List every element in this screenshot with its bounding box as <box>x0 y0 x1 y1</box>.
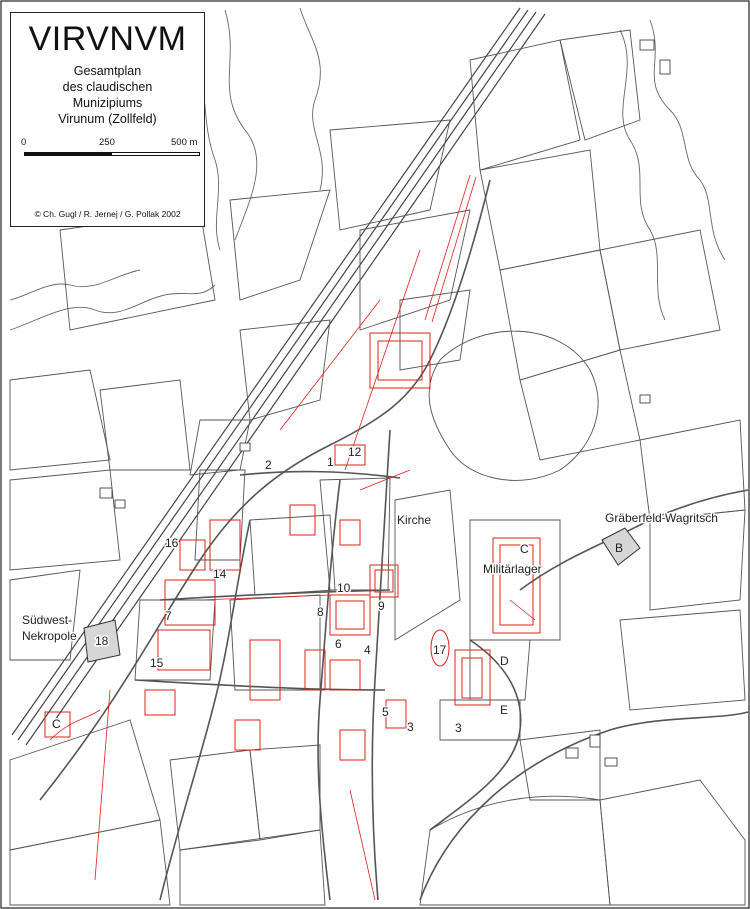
site-3-area: 3 <box>455 721 462 735</box>
scale-bar <box>11 135 204 175</box>
label-militaerlager: Militärlager <box>483 562 542 576</box>
label-suedwest-line1: Südwest- <box>22 613 73 627</box>
site-8: 8 <box>317 605 324 619</box>
site-6: 6 <box>335 637 342 651</box>
site-7: 7 <box>165 609 172 623</box>
scale-bar-graphic <box>24 152 200 156</box>
site-17: 17 <box>433 643 447 657</box>
site-B: B <box>615 541 624 555</box>
site-1: 1 <box>327 455 334 469</box>
site-E: E <box>500 703 509 717</box>
site-D: D <box>500 654 509 668</box>
site-12: 12 <box>348 445 362 459</box>
site-3: 3 <box>407 720 414 734</box>
map-subtitle <box>11 63 204 127</box>
legend-box <box>10 12 205 227</box>
label-graeberfeld: Gräberfeld Wagritsch <box>605 511 718 525</box>
subtitle-line-1: Gesamtplan <box>73 64 142 78</box>
site-14: 14 <box>213 567 227 581</box>
site-16: 16 <box>165 536 179 550</box>
label-kirche: Kirche <box>397 513 432 527</box>
label-suedwest-line2: Nekropole <box>22 629 77 643</box>
site-4: 4 <box>364 643 371 657</box>
scale-tick-0: 0 <box>21 137 27 148</box>
subtitle-line-2: des claudischen <box>62 80 153 94</box>
site-9: 9 <box>378 599 385 613</box>
site-C: C <box>520 542 529 556</box>
site-15: 15 <box>150 656 164 670</box>
roman-ruins <box>45 175 540 900</box>
map-title: VIRVNVM <box>28 20 187 58</box>
site-5: 5 <box>382 705 389 719</box>
scale-tick-500: 500 m <box>171 137 198 148</box>
site-2: 2 <box>265 458 272 472</box>
credit-line: © Ch. Gugl / R. Jernej / G. Pollak 2002 <box>34 209 181 219</box>
subtitle-line-3: Munizipiums <box>72 96 143 110</box>
site-18: 18 <box>95 634 109 648</box>
scale-tick-250: 250 <box>99 137 115 148</box>
subtitle-line-4: Virunum (Zollfeld) <box>58 112 157 126</box>
site-C-southwest: C <box>52 717 61 731</box>
site-10: 10 <box>337 581 351 595</box>
